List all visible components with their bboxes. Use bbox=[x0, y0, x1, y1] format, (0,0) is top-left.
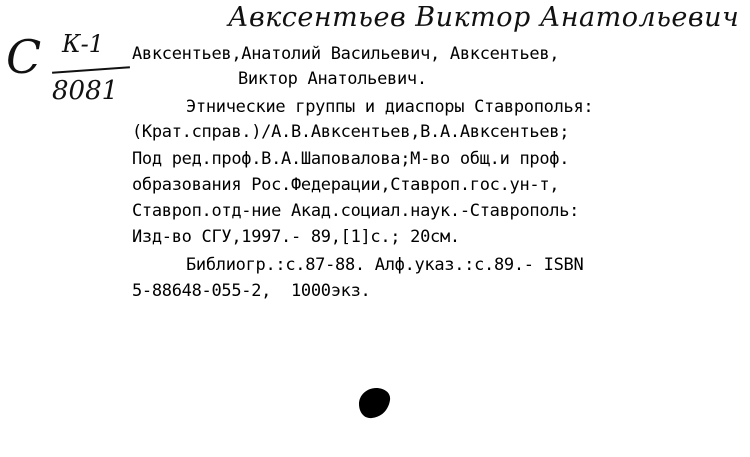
institution-line: образования Рос.Федерации,Ставроп.гос.ун-т, bbox=[132, 175, 560, 195]
isbn-line: 5-88648-055-2, 1000экз. bbox=[132, 281, 371, 301]
physical-description-line: Изд-во СГУ,1997.- 89,[1]с.; 20см. bbox=[132, 227, 460, 247]
author-line-continued: Виктор Анатольевич. bbox=[238, 69, 427, 89]
author-line: Авксентьев,Анатолий Васильевич, Авксентьев, bbox=[132, 44, 560, 64]
ink-blot-mark bbox=[357, 386, 393, 420]
shelfmark-divider bbox=[52, 66, 130, 73]
shelfmark-number: 8081 bbox=[52, 76, 119, 106]
responsibility-line: (Крат.справ.)/А.В.Авксентьев,В.А.Авксентьев; bbox=[132, 122, 570, 142]
notes-line: Библиогр.:с.87-88. Алф.указ.:с.89.- ISBN bbox=[186, 255, 584, 275]
editor-line: Под ред.проф.В.А.Шаповалова;М-во общ.и проф. bbox=[132, 149, 570, 169]
shelfmark-letter: С bbox=[6, 30, 42, 84]
handwritten-author-name: Авксентьев Виктор Анатольевич bbox=[228, 2, 740, 33]
shelfmark-top: К-1 bbox=[62, 30, 104, 58]
publication-place-line: Ставроп.отд-ние Акад.социал.наук.-Ставрополь: bbox=[132, 201, 580, 221]
title-line: Этнические группы и диаспоры Ставрополья: bbox=[186, 97, 594, 117]
